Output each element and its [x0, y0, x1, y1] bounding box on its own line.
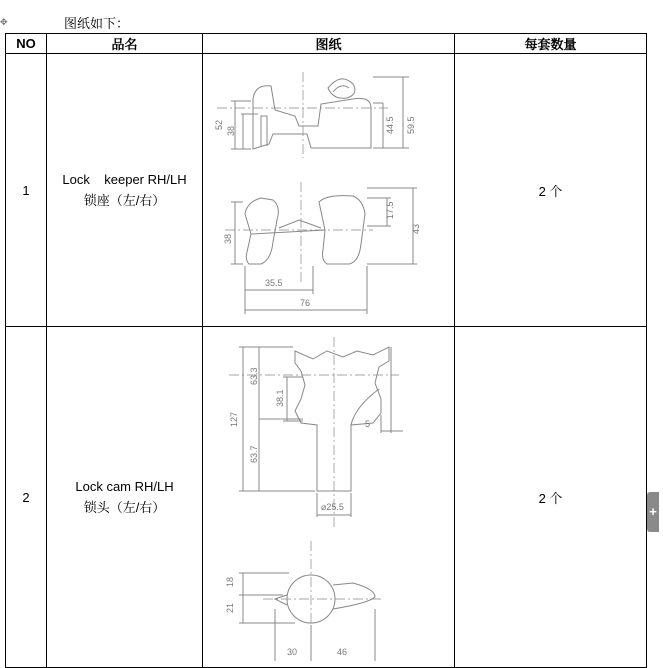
- header-drawing: 图纸: [203, 34, 455, 54]
- dim-63-7: 63.7: [249, 445, 259, 463]
- row-no: 2: [6, 327, 47, 668]
- dim-35-5: 35.5: [265, 278, 283, 288]
- dim-17-5: 17.5: [385, 201, 395, 219]
- dim-18: 18: [225, 576, 235, 587]
- dim-25-5: ⌀25.5: [321, 502, 344, 512]
- row-qty: 2 个: [455, 54, 647, 327]
- dim-44-5: 44.5: [385, 116, 395, 134]
- intro-text: 图纸如下：: [64, 16, 130, 31]
- dim-38-top: 38: [226, 125, 236, 136]
- dim-59-5: 59.5: [406, 116, 416, 134]
- drawing-cell: [203, 327, 455, 668]
- table-row: [6, 327, 647, 668]
- drawing-cell: [203, 54, 455, 327]
- dim-5: 5: [365, 419, 371, 429]
- dim-21: 21: [225, 602, 235, 613]
- plus-icon[interactable]: +: [647, 492, 659, 532]
- lock-cam-drawing: [203, 327, 455, 667]
- spec-table: [5, 33, 647, 668]
- row-name-cn: 锁头（左/右）: [83, 500, 166, 515]
- dim-46: 46: [337, 647, 348, 657]
- row-name-en: Lock cam RH/LH: [75, 479, 174, 494]
- dim-52: 52: [214, 119, 224, 130]
- dim-127: 127: [229, 411, 239, 427]
- dim-38-bottom: 38: [223, 233, 233, 244]
- header-no: NO: [6, 34, 47, 54]
- row-name-cn: 锁座（左/右）: [83, 193, 166, 208]
- row-name: [47, 327, 203, 668]
- header-name: 品名: [47, 34, 203, 54]
- row-no: 1: [6, 54, 47, 327]
- header-qty: 每套数量: [455, 34, 647, 54]
- dim-76: 76: [300, 298, 311, 308]
- row-name: [47, 54, 203, 327]
- lock-keeper-drawing: [203, 54, 455, 326]
- table-header-row: [6, 34, 647, 54]
- dim-43: 43: [411, 223, 421, 234]
- row-qty: 2 个: [455, 327, 647, 668]
- row-name-en: Lock keeper RH/LH: [62, 172, 187, 187]
- table-row: [6, 54, 647, 327]
- move-anchor-icon[interactable]: ✥: [0, 17, 8, 27]
- dim-63-3: 63.3: [249, 367, 259, 385]
- dim-30: 30: [287, 647, 298, 657]
- dim-38-1: 38.1: [275, 389, 285, 407]
